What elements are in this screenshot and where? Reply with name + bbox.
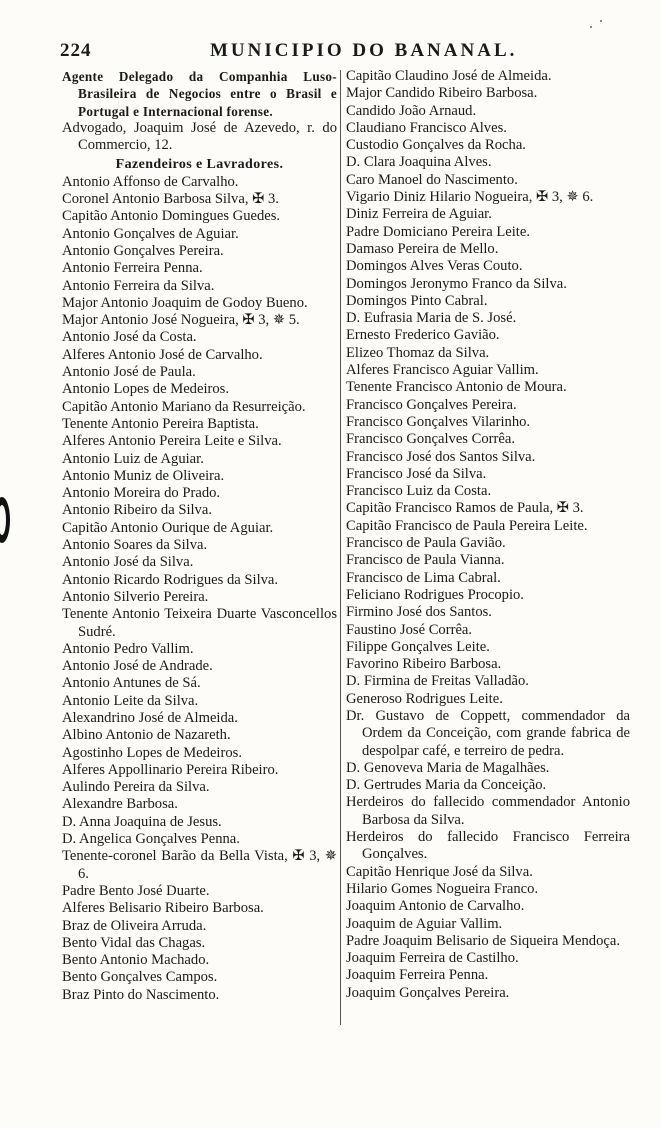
list-entry: D. Gertrudes Maria da Conceição. bbox=[346, 777, 547, 794]
left-column bbox=[62, 68, 337, 1004]
list-entry: Francisco Luiz da Costa. bbox=[346, 483, 492, 500]
list-entry: Tenente Francisco Antonio de Moura. bbox=[346, 379, 567, 396]
list-entry: Alferes Belisario Ribeiro Barbosa. bbox=[62, 900, 264, 917]
list-entry: D. Firmina de Freitas Valladão. bbox=[346, 673, 529, 690]
list-entry: Major Antonio Joaquim de Godoy Bueno. bbox=[62, 294, 308, 311]
list-entry: Antonio Pedro Vallim. bbox=[62, 640, 194, 657]
list-entry: Antonio Lopes de Medeiros. bbox=[62, 381, 229, 398]
list-entry: Joaquim de Aguiar Vallim. bbox=[346, 915, 503, 932]
list-entry: Hilario Gomes Nogueira Franco. bbox=[346, 880, 539, 897]
list-entry: Caro Manoel do Nascimento. bbox=[346, 171, 518, 188]
farmers-list-continued bbox=[346, 68, 630, 1002]
list-entry: D. Anna Joaquina de Jesus. bbox=[62, 813, 222, 830]
list-entry: Antonio Ferreira da Silva. bbox=[62, 277, 215, 294]
list-entry: Domingos Jeronymo Franco da Silva. bbox=[346, 275, 567, 292]
list-entry: Bento Vidal das Chagas. bbox=[62, 934, 206, 951]
list-entry: Francisco Gonçalves Pereira. bbox=[346, 396, 517, 413]
list-entry: Vigario Diniz Hilario Nogueira, ✠ 3, ✵ 6. bbox=[346, 189, 594, 206]
list-entry: Herdeiros do fallecido commendador Antonio Barbosa da Silva. bbox=[346, 794, 630, 828]
list-entry: Herdeiros do fallecido Francisco Ferreira Gonçalves. bbox=[346, 829, 630, 863]
list-entry: Antonio Luiz de Aguiar. bbox=[62, 450, 204, 467]
list-entry: Alferes Antonio Pereira Leite e Silva. bbox=[62, 433, 282, 450]
list-entry: Aulindo Pereira da Silva. bbox=[62, 779, 210, 796]
list-entry: Antonio Gonçalves Pereira. bbox=[62, 242, 224, 259]
list-entry: Joaquim Ferreira Penna. bbox=[346, 967, 489, 984]
list-entry: Alferes Appollinario Pereira Ribeiro. bbox=[62, 761, 279, 778]
list-entry: Domingos Pinto Cabral. bbox=[346, 292, 488, 309]
list-entry: Joaquim Ferreira de Castilho. bbox=[346, 950, 519, 967]
column-divider bbox=[340, 70, 341, 1025]
list-entry: Tenente Antonio Teixeira Duarte Vasconcellos Sudré. bbox=[62, 606, 337, 640]
list-entry: D. Clara Joaquina Alves. bbox=[346, 154, 492, 171]
list-entry: Tenente Antonio Pereira Baptista. bbox=[62, 415, 259, 432]
list-entry: Antonio Leite da Silva. bbox=[62, 692, 199, 709]
list-entry: Diniz Ferreira de Aguiar. bbox=[346, 206, 492, 223]
list-entry: Antonio Gonçalves de Aguiar. bbox=[62, 225, 239, 242]
list-entry: Joaquim Gonçalves Pereira. bbox=[346, 984, 510, 1001]
list-entry: Francisco de Lima Cabral. bbox=[346, 569, 501, 586]
list-entry: Padre Joaquim Belisario de Siqueira Mendoça. bbox=[346, 932, 620, 949]
list-entry: Francisco José da Silva. bbox=[346, 465, 487, 482]
list-entry: Antonio José da Silva. bbox=[62, 554, 194, 571]
list-entry: Elizeo Thomaz da Silva. bbox=[346, 344, 490, 361]
section-heading: Fazendeiros e Lavradores. bbox=[115, 157, 284, 173]
lawyer-entry: Advogado, Joaquim José de Azevedo, r. do Commercio, 12. bbox=[62, 119, 337, 154]
list-entry: Alferes Antonio José de Carvalho. bbox=[62, 346, 263, 363]
list-entry: Antonio José de Paula. bbox=[62, 364, 196, 381]
list-entry: Capitão Francisco Ramos de Paula, ✠ 3. bbox=[346, 500, 584, 517]
list-entry: Padre Bento José Duarte. bbox=[62, 882, 210, 899]
list-entry: Custodio Gonçalves da Rocha. bbox=[346, 137, 526, 154]
list-entry: D. Angelica Gonçalves Penna. bbox=[62, 831, 240, 848]
list-entry: D. Genoveva Maria de Magalhães. bbox=[346, 759, 550, 776]
list-entry: Tenente-coronel Barão da Bella Vista, ✠ 3, ✵ 6. bbox=[62, 848, 337, 882]
list-entry: Favorino Ribeiro Barbosa. bbox=[346, 656, 502, 673]
list-entry: Antonio José da Costa. bbox=[62, 329, 197, 346]
list-entry: Braz Pinto do Nascimento. bbox=[62, 986, 220, 1003]
list-entry: Antonio Ricardo Rodrigues da Silva. bbox=[62, 571, 279, 588]
list-entry: Alferes Francisco Aguiar Vallim. bbox=[346, 362, 539, 379]
list-entry: Antonio Moreira do Prado. bbox=[62, 485, 221, 502]
list-entry: Antonio Affonso de Carvalho. bbox=[62, 173, 239, 190]
list-entry: Bento Gonçalves Campos. bbox=[62, 969, 218, 986]
list-entry: Filippe Gonçalves Leite. bbox=[346, 638, 490, 655]
list-entry: D. Eufrasia Maria de S. José. bbox=[346, 310, 517, 327]
list-entry: Francisco de Paula Vianna. bbox=[346, 552, 505, 569]
list-entry: Ernesto Frederico Gavião. bbox=[346, 327, 500, 344]
list-entry: Bento Antonio Machado. bbox=[62, 952, 210, 969]
list-entry: Candido João Arnaud. bbox=[346, 102, 477, 119]
list-entry: Antonio Antunes de Sá. bbox=[62, 675, 201, 692]
list-entry: Feliciano Rodrigues Procopio. bbox=[346, 586, 524, 603]
list-entry: Capitão Antonio Ourique de Aguiar. bbox=[62, 519, 274, 536]
list-entry: Alexandre Barbosa. bbox=[62, 796, 178, 813]
list-entry: Capitão Henrique José da Silva. bbox=[346, 863, 533, 880]
agent-entry: Agente Delegado da Companhia Luso-Brasileira de Negocios entre o Brasil e Portugal e Internacional forense. bbox=[62, 69, 337, 119]
farmers-list bbox=[62, 174, 337, 1004]
list-entry: Major Candido Ribeiro Barbosa. bbox=[346, 85, 538, 102]
page-number: 224 bbox=[60, 40, 92, 61]
list-entry: Antonio Silverio Pereira. bbox=[62, 588, 209, 605]
list-entry: Antonio Ferreira Penna. bbox=[62, 260, 203, 277]
list-entry: Capitão Antonio Domingues Guedes. bbox=[62, 208, 281, 225]
list-entry: Firmino José dos Santos. bbox=[346, 604, 492, 621]
list-entry: Francisco Gonçalves Vilarinho. bbox=[346, 413, 531, 430]
list-entry: Agostinho Lopes de Medeiros. bbox=[62, 744, 242, 761]
list-entry: Antonio Ribeiro da Silva. bbox=[62, 502, 212, 519]
list-entry: Domingos Alves Veras Couto. bbox=[346, 258, 523, 275]
list-entry: Antonio Soares da Silva. bbox=[62, 537, 208, 554]
list-entry: Francisco de Paula Gavião. bbox=[346, 535, 506, 552]
page-header bbox=[60, 40, 640, 66]
list-entry: Claudiano Francisco Alves. bbox=[346, 119, 507, 136]
list-entry: Dr. Gustavo de Coppett, commendador da Ordem da Conceição, com grande fabrica de despolpar café, e terreiro de pedra. bbox=[346, 707, 630, 759]
list-entry: Antonio José de Andrade. bbox=[62, 658, 213, 675]
list-entry: Capitão Antonio Mariano da Resurreição. bbox=[62, 398, 306, 415]
list-entry: Capitão Francisco de Paula Pereira Leite. bbox=[346, 517, 588, 534]
list-entry: Albino Antonio de Nazareth. bbox=[62, 727, 231, 744]
list-entry: Braz de Oliveira Arruda. bbox=[62, 917, 207, 934]
list-entry: Damaso Pereira de Mello. bbox=[346, 240, 499, 257]
list-entry: Major Antonio José Nogueira, ✠ 3, ✵ 5. bbox=[62, 312, 300, 329]
list-entry: Coronel Antonio Barbosa Silva, ✠ 3. bbox=[62, 191, 279, 208]
list-entry: Alexandrino José de Almeida. bbox=[62, 709, 238, 726]
list-entry: Francisco Gonçalves Corrêa. bbox=[346, 431, 515, 448]
list-entry: Generoso Rodrigues Leite. bbox=[346, 690, 503, 707]
list-entry: Joaquim Antonio de Carvalho. bbox=[346, 898, 525, 915]
ink-speck bbox=[600, 20, 602, 22]
list-entry: Capitão Claudino José de Almeida. bbox=[346, 68, 552, 84]
ink-speck bbox=[590, 26, 592, 28]
right-column bbox=[346, 68, 630, 1002]
list-entry: Francisco José dos Santos Silva. bbox=[346, 448, 536, 465]
page-title: MUNICIPIO DO BANANAL. bbox=[210, 40, 518, 61]
list-entry: Antonio Muniz de Oliveira. bbox=[62, 467, 225, 484]
list-entry: Padre Domiciano Pereira Leite. bbox=[346, 223, 530, 240]
list-entry: Faustino José Corrêa. bbox=[346, 621, 473, 638]
